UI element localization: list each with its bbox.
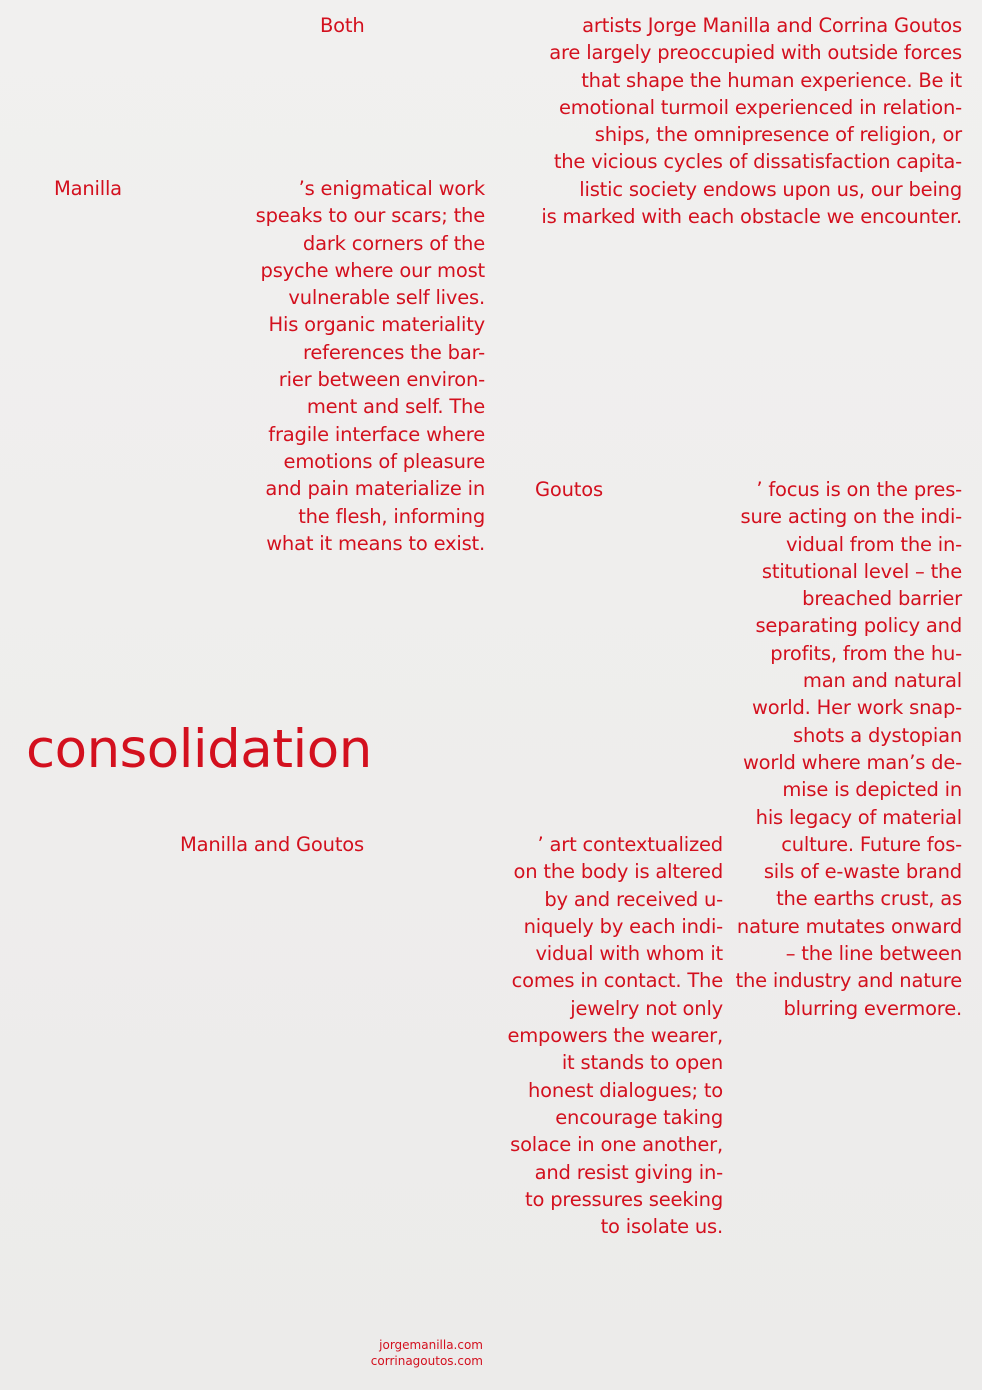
jorgemanilla-link[interactable]: jorgemanilla.com (379, 1338, 483, 1352)
intro-label: Both (320, 14, 365, 37)
manilla-goutos-label: Manilla and Goutos (180, 833, 364, 856)
poster-title: consolidation (26, 719, 372, 780)
corrinagoutos-link[interactable]: corrinagoutos.com (370, 1353, 483, 1368)
manilla-paragraph: ’s enigmatical work speaks to our scars; the dark corners of the psyche where our most vulnerable self lives. His organic materiality references the bar- rier between environ- ment and self. The fragile interface where emotions of pleasure and pain materialize in the flesh, informing what it means to exist. (255, 177, 485, 555)
intro-paragraph: artists Jorge Manilla and Corrina Goutos are largely preoccupied with outside forces that shape the human experience. Be it emotional turmoil experienced in relation- ships, the omnipresence of religion, or the vicious cycles of dissatisfaction capita- listic society endows upon us, our being is marked with each obstacle we encounter. (541, 14, 962, 229)
manilla-goutos-paragraph: ’ art contextualized on the body is altered by and received u- niquely by each indi- vidual with whom it comes in contact. The jewelry not only empowers the wearer, it stands to open honest dialogues; to encourage taking solace in one another, and resist giving in- to pressures seeking to isolate us. (507, 833, 723, 1239)
goutos-label: Goutos (535, 478, 603, 501)
goutos-paragraph: ’ focus is on the pres- sure acting on the indi- vidual from the in- stitutional level – the breached barrier separating policy and profits, from the hu- man and natural world. Her work snap- shots a dystopian world where man’s de- mise is depicted in his legacy of material culture. Future fos- sils of e-waste brand the earths crust, as nature mutates onward – the line between the industry and nature blurring evermore. (735, 478, 962, 1020)
footer-links (371, 1338, 483, 1369)
manilla-label: Manilla (54, 177, 122, 200)
